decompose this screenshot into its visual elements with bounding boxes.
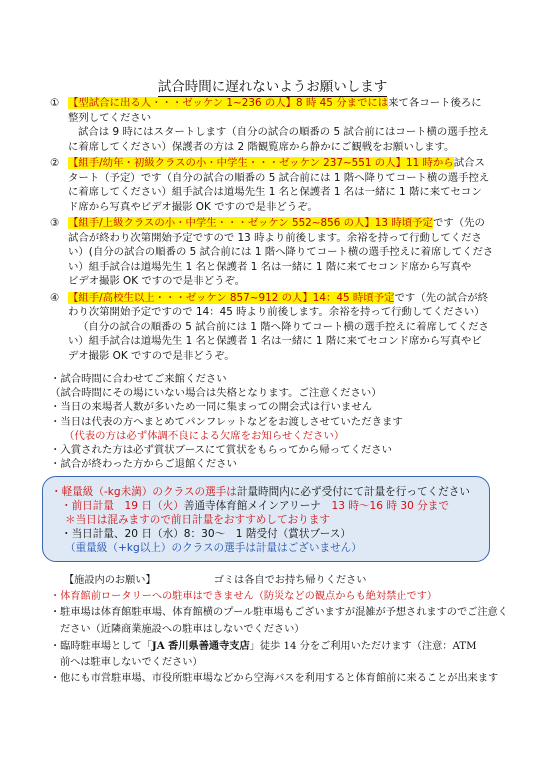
item-number: ① xyxy=(50,97,60,109)
highlight-text: 【組手/幼年・初級クラスの小・中学生・・・ゼッケン 237~551 の人】11 時から xyxy=(68,157,454,169)
note-line: ・当日は代表の方へまとめてパンフレットなどをお渡しさせていただきます xyxy=(50,415,403,428)
page-title: 試合時間に遅れないようお願いします xyxy=(157,79,388,95)
schedule-item-4: ④ 【組手/高校生以上・・・ゼッケン 857~912 の人】14：45 時頃予定です（先の試合が終 わり次第開始予定ですので 14：45 時より前後します。余裕を持って行動してください） （自分の試合の順番の 5 試合前には 1 階へ降りてコート横の選手控えに着席してくださ い）組手試合は道場先生 1 名と保護者 1 名は一緒に 1 階に来てセコンド席から写真やビ デオ撮影 OK ですので是非どうぞ。 xyxy=(50,291,489,362)
schedule-list xyxy=(50,96,500,365)
weigh-in-box: ・軽量級（-kg未満）のクラスの選手は計量時間内に必ず受付にて計量を行ってください ・前日計量 19 日（火）善通寺体育館メインアリーナ 13 時～16 時 30 分まで ＊当日は混みますので前日計量をおすすめしております ・当日計量、20 日（水）8：30～ 1 階受付（賞状ブース） （重量級（+kg以上）のクラスの選手は計量はございません） xyxy=(42,476,490,562)
note-line-warning: （代表の方は必ず体調不良による欠席をお知らせください） xyxy=(64,429,345,442)
weigh-in-recommendation: ＊当日は混みますので前日計量をおすすめしております xyxy=(65,514,330,526)
note-line: ・試合が終わった方からご退館ください xyxy=(50,458,237,471)
facility-requests: 【施設内のお願い】 ゴミは各自でお持ち帰りください ・体育館前ロータリーへの駐車はできません（防災などの観点からも絶対禁止です） ・駐車場は体育館駐車場、体育館横のプール駐車場もございますが混雑が予想されますのでご注意く ださい（近隣商業施設への駐車はしないでください） ・臨時駐車場として「JA 香川県善通寺支店」徒歩 14 分をご利用いただけます（注意：ATM 前へは駐車しないでください） ・他にも市営駐車場、市役所駐車場などから空海バスを利用すると体育館前に来ることが出来ます xyxy=(50,573,520,687)
note-line: ・入賞された方は必ず賞状ブースにて賞状をもらってから帰ってください xyxy=(50,444,393,457)
schedule-item-2: ② 【組手/幼年・初級クラスの小・中学生・・・ゼッケン 237~551 の人】11 時から試合ス タート（予定）です（自分の試合の順番の 5 試合前には 1 階へ降りてコート横の選手控え に着席してください）組手試合は道場先生 1 名と保護者 1 名は一緒に 1 階に来てセコン ド席から写真やビデオ撮影 OK ですので是非どうぞ。 xyxy=(50,157,490,213)
item-number: ② xyxy=(50,157,60,169)
note-line: ・当日の来場者人数が多いため一同に集まっての開会式は行いません xyxy=(50,401,373,414)
general-notes xyxy=(50,372,510,471)
item-number: ③ xyxy=(50,217,60,229)
temp-parking-name: JA 香川県善通寺支店 xyxy=(151,639,250,652)
item-number: ④ xyxy=(50,291,60,304)
facility-label: 【施設内のお願い】 xyxy=(64,575,156,586)
highlight-text: 【型試合に出る人・・・ゼッケン 1~236 の人】8 時 45 分までには xyxy=(68,97,389,109)
parking-prohibition: ・体育館前ロータリーへの駐車はできません（防災などの観点からも絶対禁止です） xyxy=(50,591,438,603)
schedule-item-1: ① 【型試合に出る人・・・ゼッケン 1~236 の人】8 時 45 分までには来て各コート後ろに 整列してください 試合は 9 時にはスタートします（自分の試合の順番の 5 試合前にはコート横の選手控え に着席してください）保護者の方は 2 階観覧席から静かにご観戦をお願いします。 xyxy=(50,97,489,153)
highlight-text: 【組手/上級クラスの小・中学生・・・ゼッケン 552~856 の人】13 時頃予定 xyxy=(68,217,433,229)
note-line: （試合時間にその場にいない場合は失格となります。ご注意ください） xyxy=(50,387,382,400)
highlight-text: 【組手/高校生以上・・・ゼッケン 857~912 の人】14：45 時頃予定 xyxy=(68,291,395,304)
schedule-item-3: ③ 【組手/上級クラスの小・中学生・・・ゼッケン 552~856 の人】13 時頃予定です（先の 試合が終わり次第開始予定ですので 13 時より前後します。余裕を持って行動してくださ い）(自分の試合の順番の 5 試合前には 1 階へ降りてコート横の選手控えに着席してくださ い）組手試合は道場先生 1 名と保護者 1 名は一緒に 1 階に来てセコンド席から写真や ビデオ撮影 OK ですので是非どうぞ。 xyxy=(50,217,494,287)
heavyweight-note: （重量級（+kg以上）のクラスの選手は計量はございません） xyxy=(65,542,362,554)
note-line: ・試合時間に合わせてご来館ください xyxy=(50,373,227,385)
